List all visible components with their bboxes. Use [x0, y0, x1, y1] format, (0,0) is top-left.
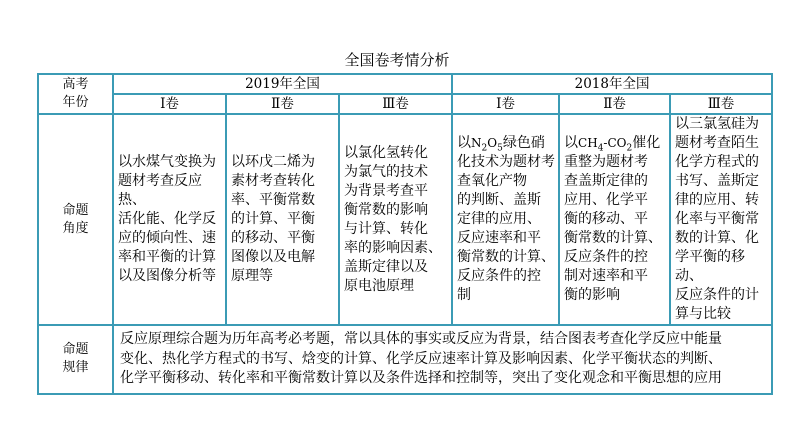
rowhead-line: 规律 — [62, 360, 89, 376]
volume-row — [38, 94, 772, 114]
cell-line: 原理等 — [231, 268, 273, 284]
cell-line-formula — [564, 134, 667, 153]
cell-line: 查盖斯定律的 — [564, 173, 649, 189]
rowhead-line: 命题 — [62, 342, 89, 358]
vol-2018-2: Ⅱ卷 — [559, 94, 670, 114]
cell-line: 的移动、平衡 — [231, 230, 315, 246]
rowhead-line: 高考 — [62, 77, 89, 92]
law-text — [113, 325, 772, 394]
cell-line: 衡常数的计算、 — [564, 230, 663, 246]
text-fragment: 以 — [564, 135, 579, 151]
cell-line: 题材考查反应热、 — [118, 173, 202, 208]
year-row — [38, 74, 772, 94]
cell-line: 重整为题材考 — [564, 154, 649, 170]
cell-line: 的判断、盖斯 — [457, 192, 542, 208]
cell-line: 反应条件的计 — [675, 287, 760, 303]
formula-subscript: 2 — [481, 143, 488, 154]
law-line: 反应原理综合题为历年高考必考题，常以具体的事实或反应为背景，结合图表考查化学反应中能量 — [120, 331, 722, 347]
cell-line: 衡的移动、平 — [564, 211, 649, 227]
cell-line: 化学方程式的 — [675, 154, 760, 170]
law-line: 化学平衡移动、转化率和平衡常数计算以及条件选择和控制等，突出了变化观念和平衡思想的应用 — [120, 370, 722, 386]
exam-analysis-table — [37, 73, 773, 395]
cell-line: 反应条件的控 — [564, 249, 649, 265]
cell-line: 衡常数的影响 — [344, 201, 428, 218]
cell-line: 定律的应用、 — [457, 211, 542, 227]
rowhead-line: 命题 — [62, 202, 89, 218]
cell-line: 的计算、平衡 — [231, 211, 315, 227]
year-2019-header: 2019年全国 — [113, 74, 452, 94]
angle-2018-3 — [670, 114, 772, 325]
cell-line: 率、平衡常数 — [231, 192, 315, 208]
cell-line: 化率与平衡常 — [675, 211, 760, 227]
cell-line: 制 — [457, 287, 472, 303]
vol-2019-2: Ⅱ卷 — [226, 94, 339, 114]
formula-part: CH — [578, 136, 598, 150]
cell-line: 以水煤气变换为 — [118, 154, 216, 170]
text-fragment: 催化 — [632, 135, 661, 151]
cell-line: 为氯气的技术 — [344, 163, 428, 180]
angle-2018-1 — [452, 114, 559, 325]
cell-line: 率的影响因素、 — [344, 239, 442, 256]
formula-subscript: 4 — [597, 143, 604, 154]
cell-line: 数的计算、化 — [675, 230, 760, 246]
cell-line: 律的应用、转 — [675, 192, 760, 208]
cell-line: 制对速率和平 — [564, 268, 649, 284]
cell-line: 率和平衡的计算 — [118, 249, 216, 265]
cell-line: 以三氯氢硅为 — [675, 116, 760, 132]
formula-part: -CO — [603, 136, 627, 150]
chem-formula — [471, 136, 503, 154]
formula-subscript: 5 — [497, 143, 503, 154]
cell-line: 衡常数的计算、 — [457, 249, 556, 265]
chem-formula — [578, 136, 633, 154]
cell-line: 以氯化氢转化 — [344, 144, 428, 161]
angle-2019-1 — [113, 114, 226, 325]
cell-line: 以环戊二烯为 — [231, 154, 315, 170]
vol-2019-1: Ⅰ卷 — [113, 94, 226, 114]
cell-line: 应用、化学平 — [564, 192, 649, 208]
cell-line: 应的倾向性、速 — [118, 230, 216, 246]
page-title: 全国卷考情分析 — [344, 51, 450, 69]
cell-line: 书写、盖斯定 — [675, 173, 760, 189]
cell-line: 反应条件的控 — [457, 268, 542, 284]
rowhead-line: 角度 — [62, 220, 89, 236]
year-rowhead — [38, 74, 113, 114]
cell-line: 算与比较 — [675, 306, 732, 322]
cell-line: 原电池原理 — [344, 277, 414, 294]
rowhead-line: 年份 — [62, 95, 89, 110]
cell-line: 以及图像分析等 — [118, 268, 216, 284]
law-line: 变化、热化学方程式的书写、焓变的计算、化学反应速率计算及影响因素、化学平衡状态的判断、 — [120, 350, 722, 367]
formula-part: N — [471, 136, 482, 150]
vol-2018-3: Ⅲ卷 — [670, 94, 772, 114]
cell-line: 衡的影响 — [564, 287, 621, 303]
year-2018-header: 2018年全国 — [452, 74, 772, 94]
cell-line: 为背景考查平 — [344, 182, 428, 199]
cell-line: 化技术为题材考 — [457, 154, 556, 170]
cell-line: 学平衡的移动、 — [675, 249, 746, 284]
law-row — [38, 325, 772, 394]
angle-row — [38, 114, 772, 325]
cell-line: 题材考查陌生 — [675, 135, 760, 151]
text-fragment: 以 — [457, 135, 472, 151]
cell-line: 素材考查转化 — [231, 173, 315, 189]
cell-line: 活化能、化学反 — [118, 211, 216, 227]
vol-2019-3: Ⅲ卷 — [339, 94, 452, 114]
cell-line-formula — [457, 134, 556, 153]
angle-2019-2 — [226, 114, 339, 325]
vol-2018-1: Ⅰ卷 — [452, 94, 559, 114]
formula-part: O — [487, 136, 498, 150]
cell-line: 与计算、转化 — [344, 220, 428, 237]
cell-line: 查氧化产物 — [457, 173, 528, 189]
cell-line: 盖斯定律以及 — [344, 258, 428, 275]
text-fragment: 绿色硝 — [502, 135, 545, 151]
angle-rowhead — [38, 114, 113, 325]
cell-line: 图像以及电解 — [231, 249, 315, 265]
cell-line: 反应速率和平 — [457, 230, 542, 246]
formula-subscript: 2 — [626, 143, 633, 154]
angle-2018-2 — [559, 114, 670, 325]
angle-2019-3 — [339, 114, 452, 325]
law-rowhead — [38, 325, 113, 394]
